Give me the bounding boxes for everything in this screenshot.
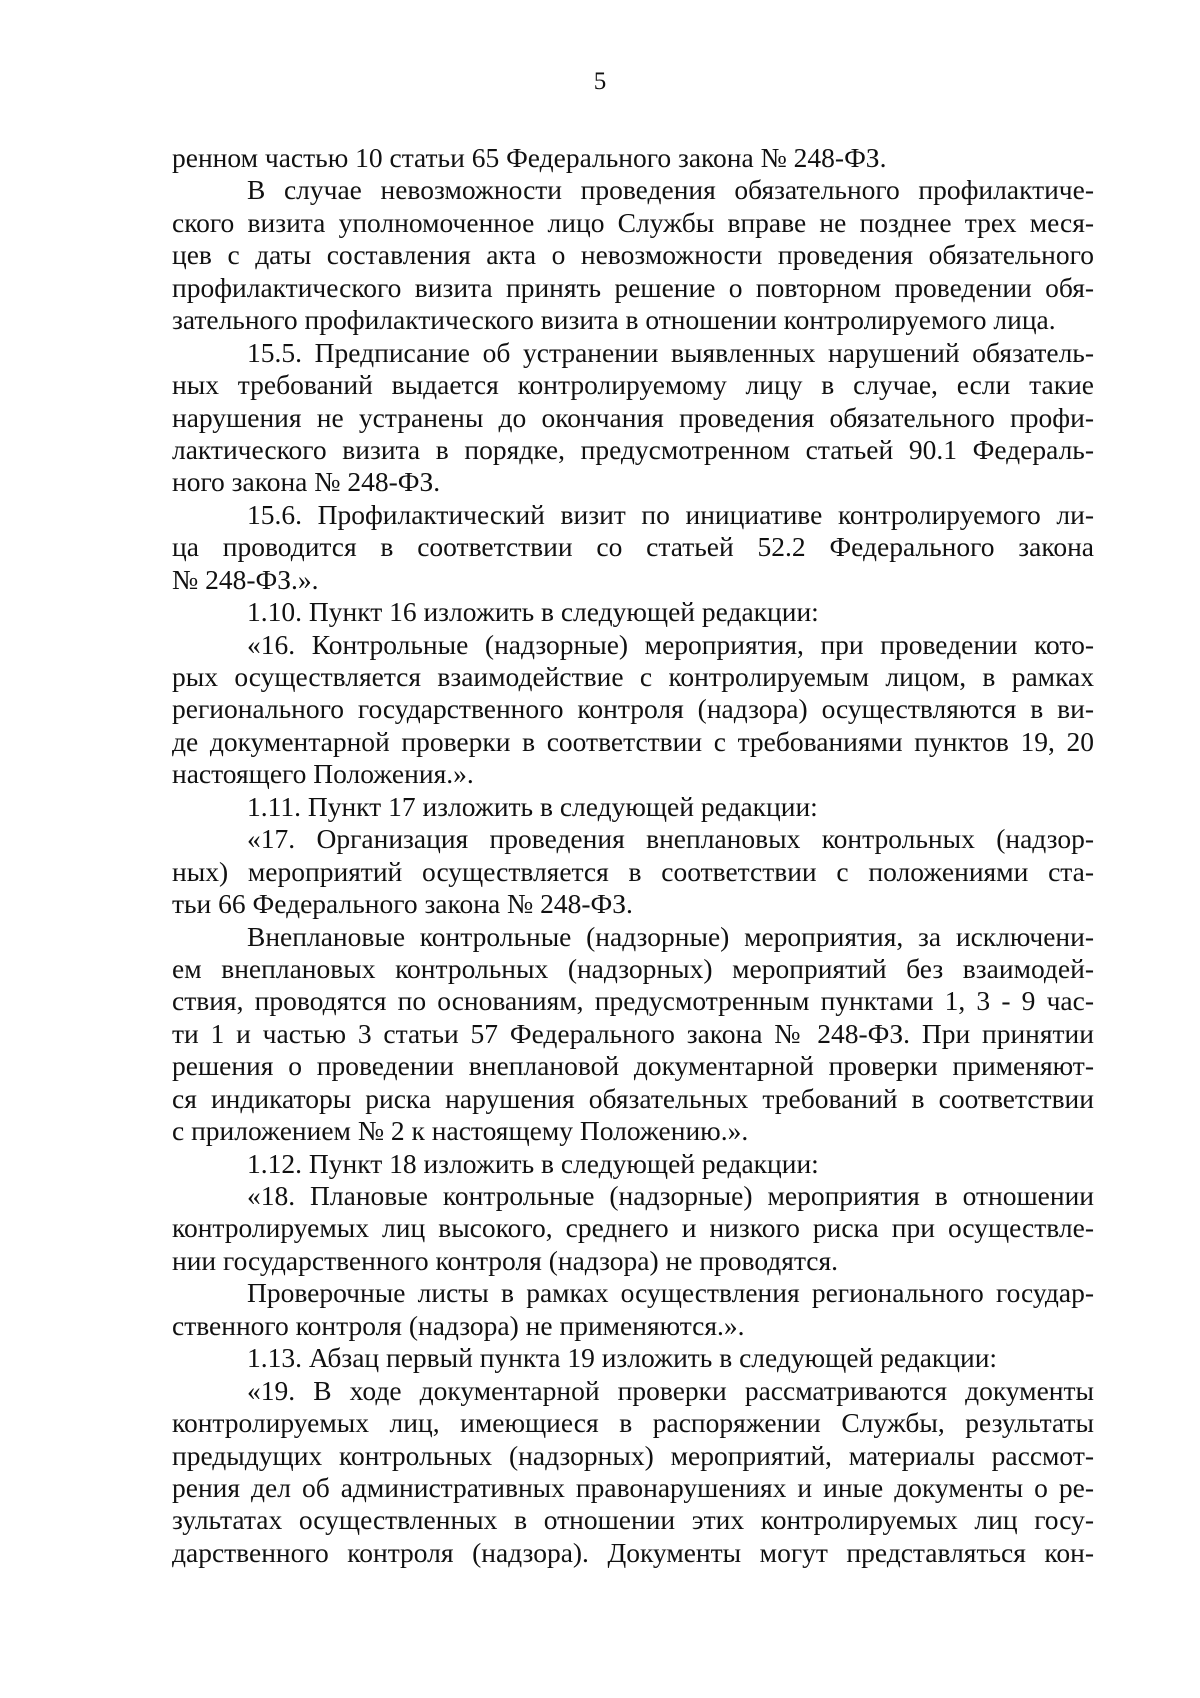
- text-line: контролируемых лиц, имеющиеся в распоряжении Службы, результаты: [172, 1407, 1094, 1439]
- text-line: ти 1 и частью 3 статьи 57 Федерального закона № 248-ФЗ. При принятии: [172, 1017, 1094, 1049]
- text-line: ственного контроля (надзора) не применяются.».: [172, 1309, 745, 1341]
- text-line: ствия, проводятся по основаниям, предусмотренным пунктами 1, 3 - 9 час-: [172, 985, 1094, 1017]
- text-line: настоящего Положения.».: [172, 758, 474, 790]
- text-line: тьи 66 Федерального закона № 248-ФЗ.: [172, 888, 633, 920]
- text-line: 15.5. Предписание об устранении выявленных нарушений обязатель-: [247, 336, 1094, 368]
- text-line: ных требований выдается контролируемому лицу в случае, если такие: [172, 369, 1094, 401]
- text-line: № 248-ФЗ.».: [172, 563, 319, 595]
- text-line: 1.13. Абзац первый пункта 19 изложить в следующей редакции:: [247, 1342, 998, 1374]
- document-body: [172, 142, 1094, 1569]
- text-line: Проверочные листы в рамках осуществления регионального государ-: [247, 1277, 1094, 1309]
- text-line: В случае невозможности проведения обязательного профилактиче-: [247, 174, 1094, 206]
- text-line: 15.6. Профилактический визит по инициативе контролируемого ли-: [247, 498, 1094, 530]
- text-line: зультатах осуществленных в отношении этих контролируемых лиц госу-: [172, 1504, 1094, 1536]
- text-line: «16. Контрольные (надзорные) мероприятия, при проведении кото-: [247, 628, 1094, 660]
- text-line: ца проводится в соответствии со статьей 52.2 Федерального закона: [172, 531, 1094, 563]
- text-line: профилактического визита принять решение о повторном проведении обя-: [172, 271, 1094, 303]
- text-line: ных) мероприятий осуществляется в соответствии с положениями ста-: [172, 855, 1094, 887]
- text-line: нарушения не устранены до окончания проведения обязательного профи-: [172, 401, 1094, 433]
- text-line: нии государственного контроля (надзора) не проводятся.: [172, 1244, 839, 1276]
- text-line: контролируемых лиц высокого, среднего и низкого риска при осуществле-: [172, 1212, 1094, 1244]
- text-line: с приложением № 2 к настоящему Положению.».: [172, 1115, 749, 1147]
- text-line: Внеплановые контрольные (надзорные) мероприятия, за исключени-: [247, 920, 1094, 952]
- text-line: рых осуществляется взаимодействие с контролируемым лицом, в рамках: [172, 661, 1094, 692]
- text-line: 1.11. Пункт 17 изложить в следующей редакции:: [247, 790, 818, 822]
- text-line: ренном частью 10 статьи 65 Федерального закона № 248-ФЗ.: [172, 142, 887, 173]
- text-line: зательного профилактического визита в отношении контролируемого лица.: [172, 304, 1056, 336]
- text-line: дарственного контроля (надзора). Документы могут представляться кон-: [172, 1536, 1094, 1568]
- text-line: «18. Плановые контрольные (надзорные) мероприятия в отношении: [247, 1180, 1094, 1211]
- text-line: «17. Организация проведения внеплановых контрольных (надзор-: [247, 823, 1094, 855]
- text-line: ского визита уполномоченное лицо Службы вправе не позднее трех меся-: [172, 206, 1094, 238]
- text-line: решения о проведении внеплановой документарной проверки применяют-: [172, 1050, 1094, 1082]
- text-line: ного закона № 248-ФЗ.: [172, 466, 441, 498]
- text-line: 1.10. Пункт 16 изложить в следующей редакции:: [247, 596, 819, 628]
- text-line: «19. В ходе документарной проверки рассматриваются документы: [247, 1374, 1094, 1406]
- text-line: лактического визита в порядке, предусмотренном статьей 90.1 Федераль-: [172, 433, 1094, 465]
- text-line: де документарной проверки в соответствии с требованиями пунктов 19, 20: [172, 725, 1094, 757]
- text-line: регионального государственного контроля (надзора) осуществляются в ви-: [172, 693, 1094, 725]
- text-line: цев с даты составления акта о невозможности проведения обязательного: [172, 239, 1094, 271]
- text-line: ся индикаторы риска нарушения обязательных требований в соответствии: [172, 1082, 1094, 1114]
- text-line: рения дел об административных правонарушениях и иные документы о ре-: [172, 1471, 1094, 1503]
- text-line: 1.12. Пункт 18 изложить в следующей редакции:: [247, 1147, 819, 1179]
- text-line: ем внеплановых контрольных (надзорных) мероприятий без взаимодей-: [172, 952, 1094, 984]
- text-line: предыдущих контрольных (надзорных) мероприятий, материалы рассмот-: [172, 1439, 1094, 1471]
- page-number: 5: [593, 68, 607, 95]
